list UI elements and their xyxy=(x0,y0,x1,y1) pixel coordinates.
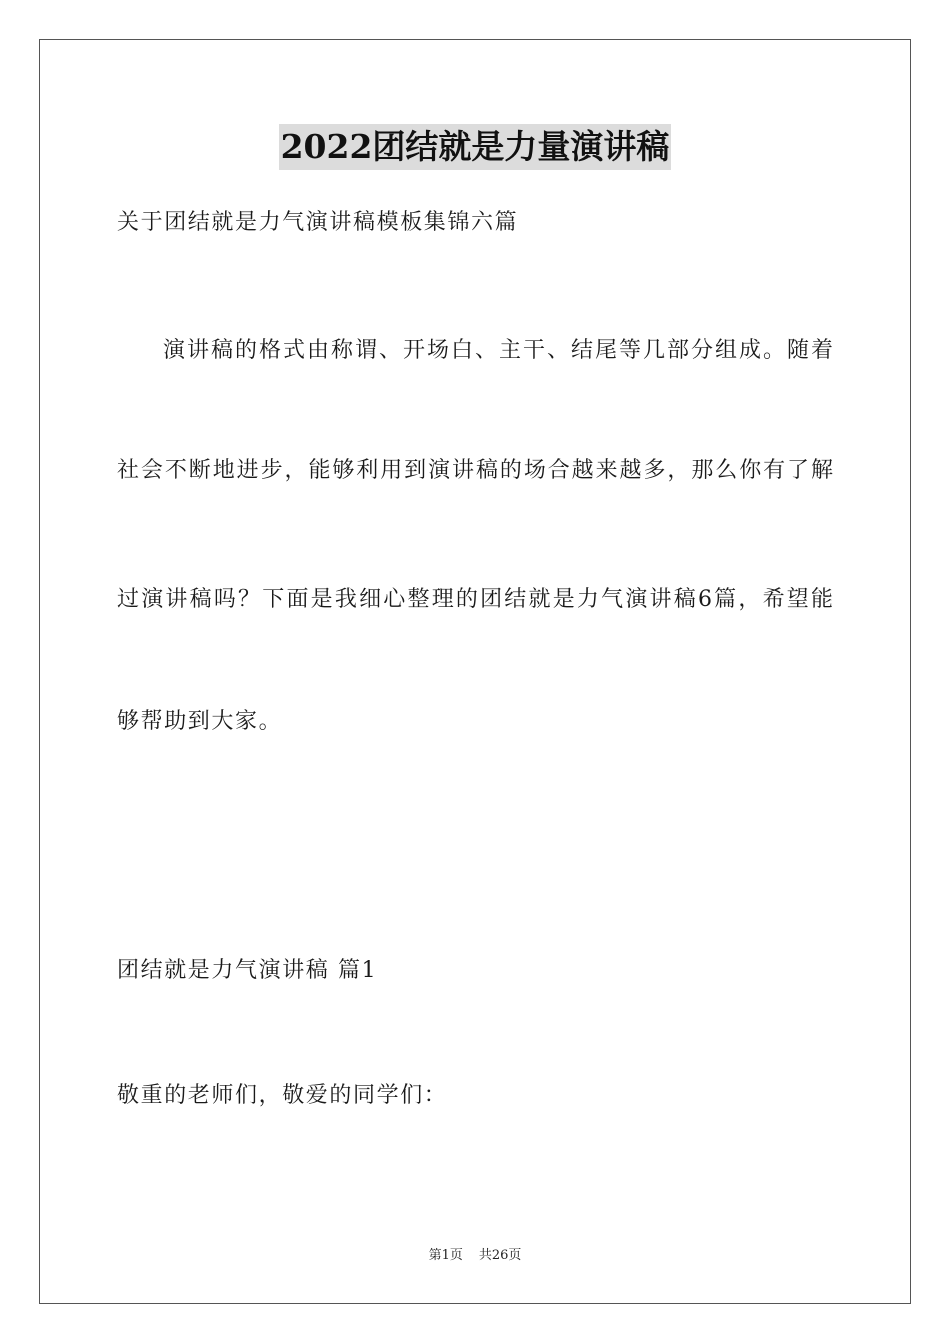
page-footer xyxy=(0,1246,950,1266)
title-container xyxy=(0,124,950,170)
document-title: 2022团结就是力量演讲稿 xyxy=(279,124,672,170)
intro-line-3: 过演讲稿吗？下面是我细心整理的团结就是力气演讲稿6篇，希望能 xyxy=(117,587,833,612)
salutation: 敬重的老师们，敬爱的同学们： xyxy=(117,1083,448,1108)
intro-line-4: 够帮助到大家。 xyxy=(117,709,283,734)
section-heading: 团结就是力气演讲稿 篇1 xyxy=(117,958,378,983)
document-subtitle: 关于团结就是力气演讲稿模板集锦六篇 xyxy=(117,210,519,235)
page-number: 第1页 xyxy=(428,1248,463,1263)
intro-line-1: 演讲稿的格式由称谓、开场白、主干、结尾等几部分组成。随着 xyxy=(163,338,833,363)
intro-line-2: 社会不断地进步，能够利用到演讲稿的场合越来越多，那么你有了解 xyxy=(117,458,833,483)
page-total: 共26页 xyxy=(478,1248,522,1263)
